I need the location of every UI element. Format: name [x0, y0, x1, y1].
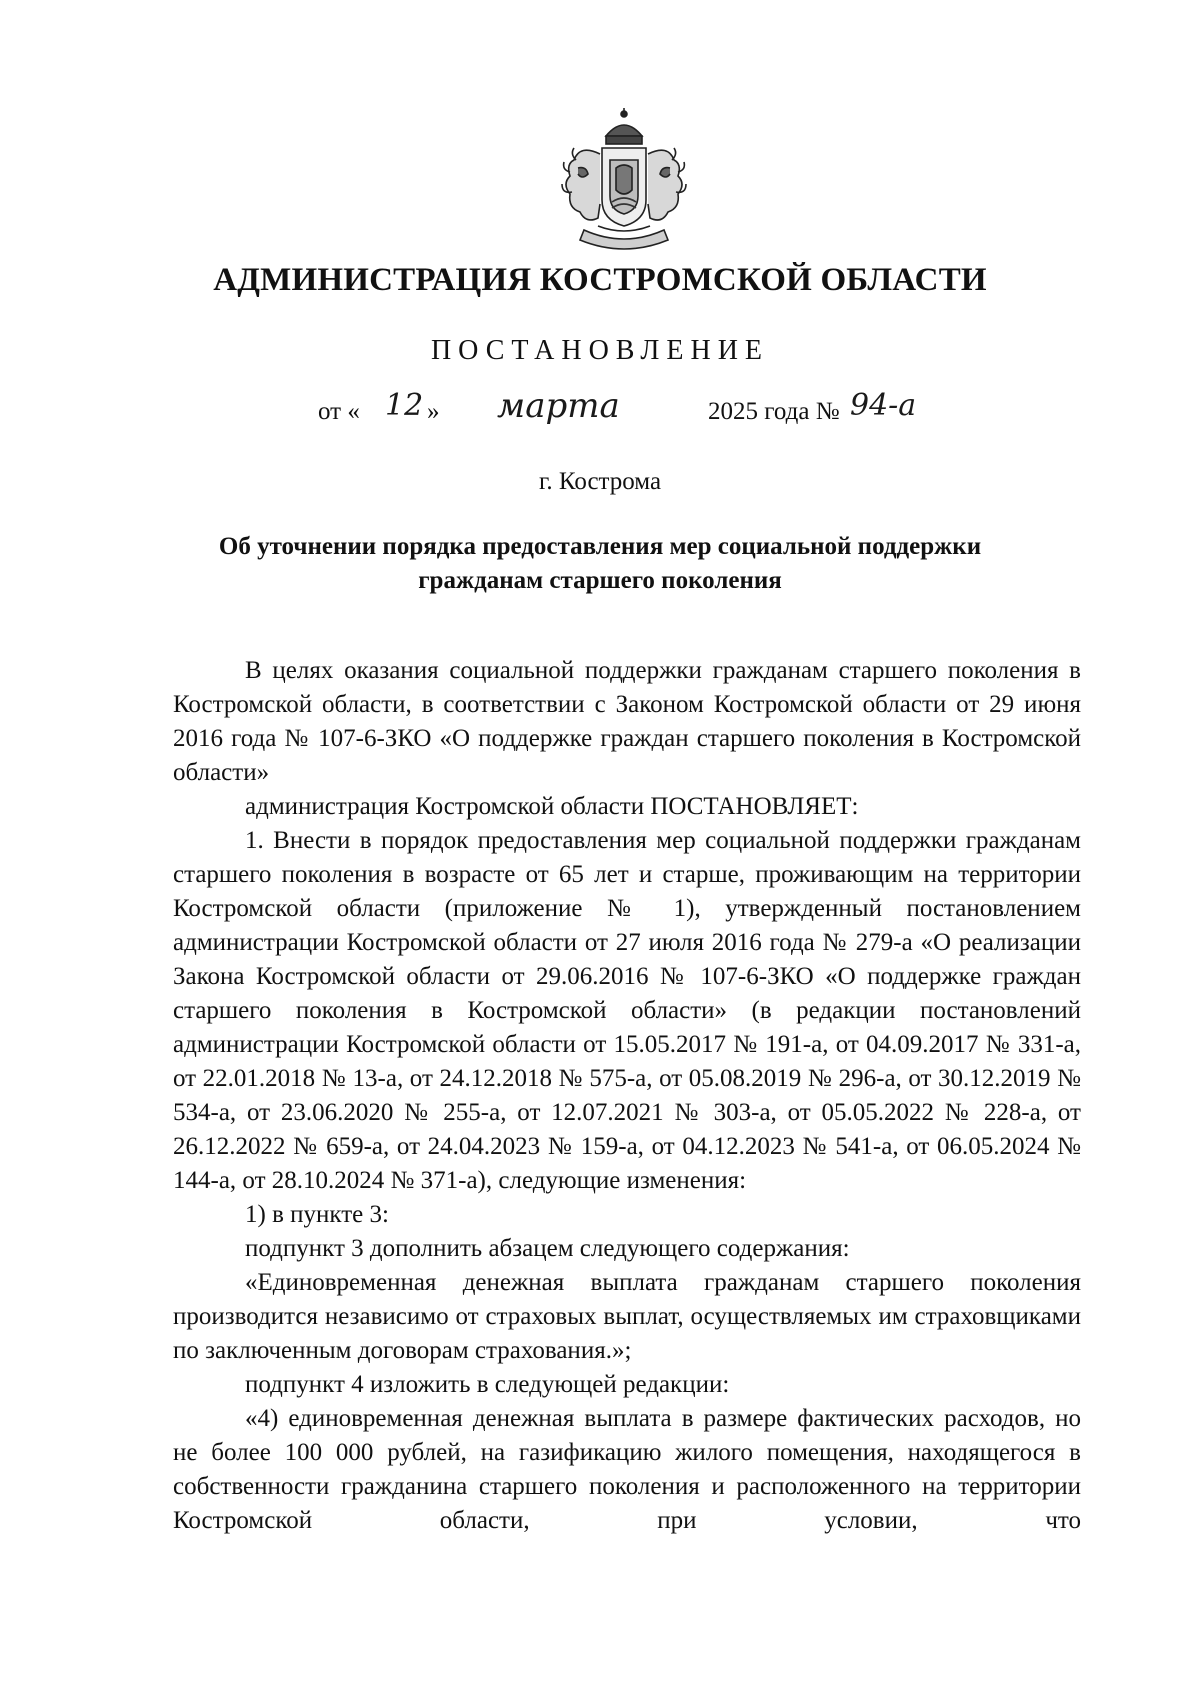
paragraph-item-1: 1. Внести в порядок предоставления мер социальной поддержки гражданам старшего поколения в возрасте от 65 лет и старше, проживающим на территории Костромской области (приложение № 1), утвержденный постановлением администрации Костромской области от 27 июля 2016 года № 279-а «О реализации Закона Костромской области от 29.06.2016 № 107-6-ЗКО «О поддержке граждан старшего поколения в Костромской области» (в редакции постановлений администрации Костромской области от 15.05.2017 № 191-а, от 04.09.2017 № 331-а, от 22.01.2018 № 13-а, от 24.12.2018 № 575-а, от 05.08.2019 № 296-а, от 30.12.2019 № 534-а, от 23.06.2020 № 255-а, от 12.07.2021 № 303-а, от 05.05.2022 № 228-а, от 26.12.2022 № 659-а, от 24.04.2023 № 159-а, от 04.12.2023 № 541-а, от 06.05.2024 № 144-а, от 28.10.2024 № 371-а), следующие изменения: [173, 827, 1081, 1194]
document-title-line: Об уточнении порядка предоставления мер социальной поддержки [218, 533, 982, 560]
document-title [160, 530, 1040, 598]
date-day-close: » [427, 398, 440, 425]
paragraph-resolves: администрация Костромской области ПОСТАНОВЛЯЕТ: [245, 793, 859, 820]
date-month-handwritten: марта [497, 386, 620, 426]
document-body [173, 654, 1081, 1538]
city: г. Кострома [538, 468, 662, 495]
paragraph-quote: «Единовременная денежная выплата гражданам старшего поколения производится независимо от страховых выплат, осуществляемых им страховщиками по заключенным договорам страхования.»; [173, 1269, 1081, 1364]
document-type: ПОСТАНОВЛЕНИЕ [430, 335, 770, 366]
paragraph-quote: «4) единовременная денежная выплата в размере фактических расходов, но не более 100 000 рублей, на газификацию жилого помещения, находящегося в собственности гражданина старшего поколения и расположенного на территории Костромской области, при условии, что [173, 1405, 1081, 1534]
date-day-handwritten: 12 [385, 388, 424, 423]
paragraph-subitem: подпункт 4 изложить в следующей редакции: [245, 1371, 730, 1398]
document-number-handwritten: 94-а [850, 388, 917, 423]
paragraph-subitem: 1) в пункте 3: [245, 1201, 389, 1228]
authority-name: АДМИНИСТРАЦИЯ КОСТРОМСКОЙ ОБЛАСТИ [213, 262, 987, 298]
paragraph-preamble: В целях оказания социальной поддержки гражданам старшего поколения в Костромской области, в соответствии с Законом Костромской области от 29 июня 2016 года № 107-6-ЗКО «О поддержке граждан старшего поколения в Костромской области» [173, 657, 1081, 786]
paragraph-subitem: подпункт 3 дополнить абзацем следующего содержания: [245, 1235, 850, 1262]
document-title-line: гражданам старшего поколения [418, 567, 782, 594]
date-prefix: от « [318, 398, 360, 425]
date-year: 2025 года № [708, 398, 840, 425]
coat-of-arms-emblem [540, 108, 708, 258]
